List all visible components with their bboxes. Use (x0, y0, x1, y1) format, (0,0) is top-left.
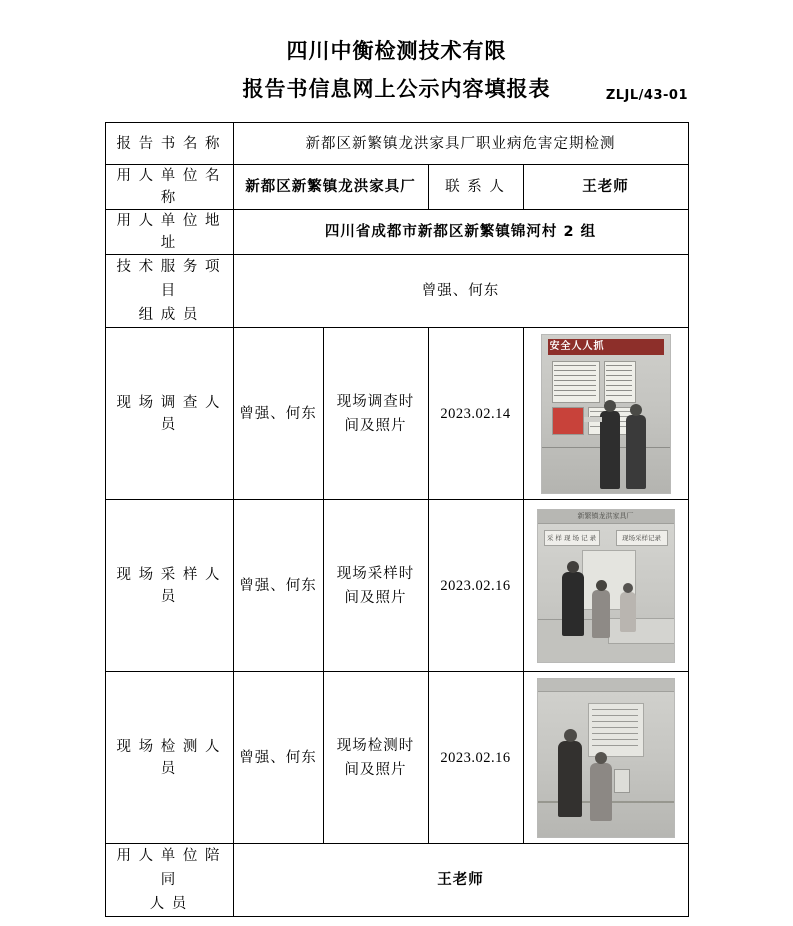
value-site-sampling-personnel: 曾强、何东 (233, 500, 323, 672)
person-figure-2 (626, 415, 646, 489)
label-team-members-line1: 技 术 服 务 项 目 (116, 259, 222, 299)
person-head-2 (596, 580, 607, 591)
table-row-employer-name (105, 165, 688, 210)
photo-top-band (538, 679, 674, 692)
label-team-members (105, 255, 233, 328)
form-title-row (0, 74, 793, 104)
label-site-sampling-time-line2: 间及照片 (344, 589, 407, 606)
label-report-name: 报 告 书 名 称 (105, 123, 233, 165)
value-team-members: 曾强、何东 (233, 255, 688, 328)
label-site-detection-time-line2: 间及照片 (344, 761, 407, 778)
person-figure-1 (562, 572, 584, 636)
label-team-members-line2: 组 成 员 (138, 307, 200, 323)
document-code: ZLJL/43-01 (605, 88, 688, 103)
photo-top-caption: 新繁镇龙洪家具厂 (577, 511, 634, 520)
cell-site-sampling-photo (523, 500, 688, 672)
poster-b-text-lines (606, 365, 632, 397)
label-contact-person: 联 系 人 (428, 165, 523, 210)
photo-sign-right: 现场采样记录 (616, 530, 668, 546)
site-survey-photo (541, 334, 671, 494)
table-row-site-survey (105, 328, 688, 500)
label-site-detection-time (323, 672, 428, 844)
title-block (0, 0, 793, 104)
label-site-sampling-time (323, 500, 428, 672)
label-site-survey-time (323, 328, 428, 500)
poster-a-text-lines (554, 365, 596, 397)
site-detection-photo (537, 678, 675, 838)
table-row-employer-address (105, 210, 688, 255)
person-figure-2 (590, 763, 612, 821)
cell-site-survey-photo (523, 328, 688, 500)
person-figure-2 (592, 590, 610, 638)
label-site-detection-time-line1: 现场检测时 (336, 737, 415, 754)
site-sampling-photo (537, 509, 675, 663)
value-site-detection-date: 2023.02.16 (428, 672, 523, 844)
table-row-site-sampling (105, 500, 688, 672)
table-row-accompanying-personnel (105, 844, 688, 917)
person-figure-1 (558, 741, 582, 817)
label-accompanying-line1: 用 人 单 位 陪 同 (116, 848, 222, 888)
person-head-2 (630, 404, 642, 416)
label-employer-name: 用 人 单 位 名 称 (105, 165, 233, 210)
value-employer-address: 四川省成都市新都区新繁镇锦河村 2 组 (233, 210, 688, 255)
label-site-sampling-time-line1: 现场采样时 (336, 565, 415, 582)
photo-sign-left: 采 样 现 场 记 录 (544, 530, 600, 546)
label-site-sampling-personnel: 现 场 采 样 人 员 (105, 500, 233, 672)
label-site-survey-time-line1: 现场调查时 (336, 393, 415, 410)
person-arm-1 (584, 417, 602, 422)
label-accompanying-line2: 人 员 (149, 896, 189, 912)
cell-site-detection-photo (523, 672, 688, 844)
person-figure-1 (600, 411, 620, 489)
label-site-detection-personnel: 现 场 检 测 人 员 (105, 672, 233, 844)
report-form-table (105, 122, 689, 917)
person-head-3 (623, 583, 633, 593)
poster-c (552, 407, 584, 435)
value-site-survey-date: 2023.02.14 (428, 328, 523, 500)
form-title: 报告书信息网上公示内容填报表 (242, 77, 551, 101)
notice-board-text: 安全人人抓 (549, 340, 605, 352)
table-row-site-detection (105, 672, 688, 844)
value-site-detection-personnel: 曾强、何东 (233, 672, 323, 844)
person-figure-3 (620, 592, 636, 632)
counter-secondary (608, 618, 675, 644)
label-employer-address: 用 人 单 位 地 址 (105, 210, 233, 255)
value-accompanying-personnel: 王老师 (233, 844, 688, 917)
value-contact-person: 王老师 (523, 165, 688, 210)
person-head-1 (604, 400, 616, 412)
person-head-1 (564, 729, 577, 742)
label-accompanying-personnel (105, 844, 233, 917)
person-head-2 (595, 752, 607, 764)
value-report-name: 新都区新繁镇龙洪家具厂职业病危害定期检测 (233, 123, 688, 165)
person-head-1 (567, 561, 579, 573)
value-site-sampling-date: 2023.02.16 (428, 500, 523, 672)
label-site-survey-time-line2: 间及照片 (344, 417, 407, 434)
value-employer-name: 新都区新繁镇龙洪家具厂 (233, 165, 428, 210)
company-title: 四川中衡检测技术有限 (286, 39, 507, 63)
detection-device (614, 769, 630, 793)
wall-panel-text-lines (592, 709, 638, 749)
table-row-team-members (105, 255, 688, 328)
label-site-survey-personnel: 现 场 调 查 人 员 (105, 328, 233, 500)
table-row-report-name (105, 123, 688, 165)
value-site-survey-personnel: 曾强、何东 (233, 328, 323, 500)
